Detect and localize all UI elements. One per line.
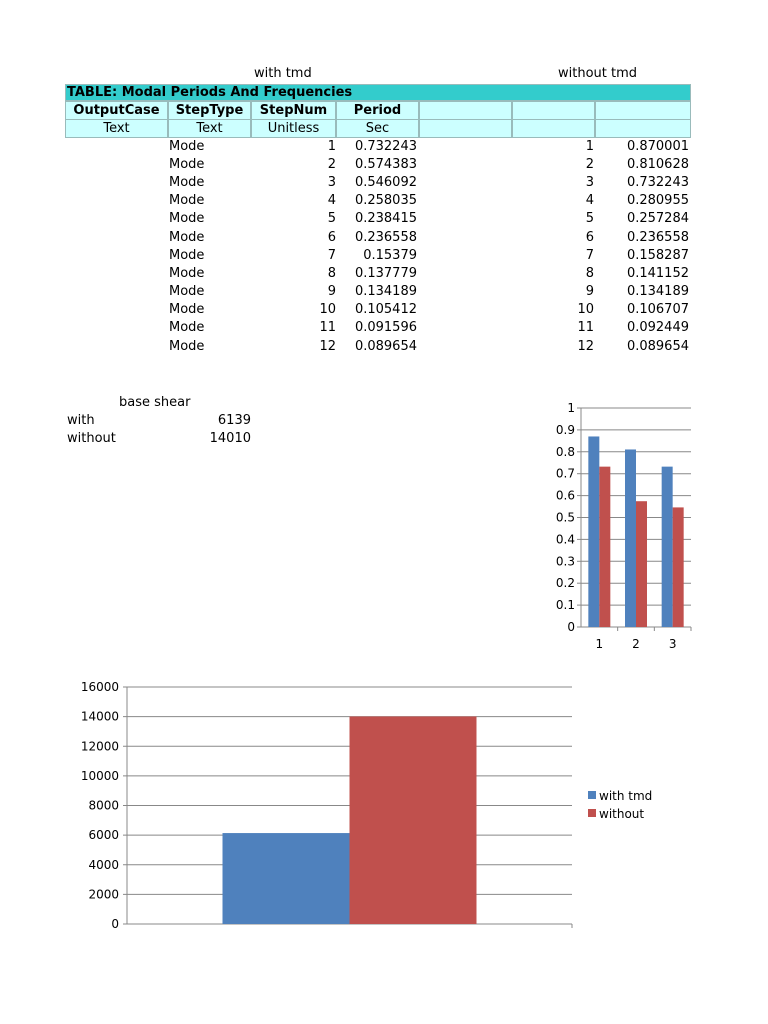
y-tick-label: 0.3 [555,554,575,569]
period-with: 0.15379 [363,248,417,263]
period-without: 0.141152 [626,266,689,281]
period-with: 0.105412 [354,302,417,317]
period-without: 0.089654 [626,339,689,354]
step-num-without: 2 [585,157,594,172]
y-tick-label: 0.8 [555,444,575,459]
base-shear-value: 6139 [217,413,251,428]
x-tick-label: 1 [595,637,604,651]
x-tick-label: 2 [632,637,640,651]
bar [662,467,673,627]
legend-swatch [588,809,596,817]
legend-label: without [599,807,645,821]
with-tmd-header: with tmd [254,66,312,81]
period-without: 0.257284 [626,211,689,226]
table-title-bar [65,84,691,101]
period-with: 0.258035 [354,193,417,208]
step-num-without: 5 [585,211,594,226]
base-shear-label: without [67,431,116,446]
period-with: 0.236558 [354,230,417,245]
x-tick-label: 3 [668,637,677,651]
period-without: 0.092449 [626,320,689,335]
step-num: 5 [327,211,336,226]
step-num: 11 [319,320,336,335]
y-tick-label: 0.4 [555,532,575,547]
table-row [0,174,768,192]
period-without: 0.158287 [626,248,689,263]
output-case: Mode [169,230,205,245]
unit-cell: Text [65,119,168,138]
y-tick-label: 12000 [80,739,119,754]
period-without: 0.810628 [626,157,689,172]
unit-cell: Sec [336,119,419,138]
table-row [0,283,768,301]
output-case: Mode [169,266,205,281]
y-tick-label: 0.7 [555,466,575,481]
column-header [595,101,691,120]
y-tick-label: 6000 [88,828,119,843]
y-tick-label: 0.5 [555,510,575,525]
output-case: Mode [169,320,205,335]
table-units-row [65,119,691,138]
unit-cell: Unitless [251,119,336,138]
y-tick-label: 16000 [80,680,119,694]
y-tick-label: 0.2 [555,576,575,591]
period-without: 0.236558 [626,230,689,245]
step-num-without: 8 [585,266,594,281]
output-case: Mode [169,248,205,263]
base-shear-title: base shear [119,395,191,410]
table-header-row [65,101,691,120]
base-shear-value: 14010 [209,431,251,446]
unit-cell: Text [168,119,251,138]
output-case: Mode [169,302,205,317]
unit-cell [419,119,512,138]
period-without: 0.134189 [626,284,689,299]
modal-period-chart [548,398,698,658]
step-num-without: 10 [577,302,594,317]
period-with: 0.089654 [354,339,417,354]
period-with: 0.137779 [354,266,417,281]
step-num-without: 4 [585,193,594,208]
bar [636,501,647,627]
unit-cell [595,119,691,138]
step-num: 8 [327,266,336,281]
y-tick-label: 0.1 [555,598,575,613]
step-num: 3 [327,175,336,190]
column-header: StepType [168,101,251,120]
column-header [512,101,595,120]
bar [673,507,684,627]
y-tick-label: 10000 [80,768,119,783]
column-header: Period [336,101,419,120]
output-case: Mode [169,175,205,190]
step-num: 2 [327,157,336,172]
step-num-without: 7 [585,248,594,263]
bar [625,449,636,627]
output-case: Mode [169,193,205,208]
period-without: 0.732243 [626,175,689,190]
y-tick-label: 8000 [88,798,119,813]
step-num: 6 [327,230,336,245]
period-with: 0.238415 [354,211,417,226]
bar [599,467,610,627]
output-case: Mode [169,139,205,154]
base-shear-label: with [67,413,95,428]
step-num-without: 3 [585,175,594,190]
y-tick-label: 14000 [80,709,119,724]
step-num-without: 12 [577,339,594,354]
bar [350,716,477,924]
column-header: StepNum [251,101,336,120]
output-case: Mode [169,157,205,172]
output-case: Mode [169,211,205,226]
y-tick-label: 4000 [88,857,119,872]
step-num: 12 [319,339,336,354]
table-row [0,210,768,228]
step-num: 7 [327,248,336,263]
without-tmd-header: without tmd [558,66,638,81]
period-with: 0.732243 [354,139,417,154]
step-num-without: 6 [585,230,594,245]
y-tick-label: 0.9 [555,422,575,437]
period-without: 0.106707 [626,302,689,317]
table-title: TABLE: Modal Periods And Frequencies [67,85,353,100]
step-num: 9 [327,284,336,299]
bar [223,833,350,924]
y-tick-label: 2000 [88,887,119,902]
output-case: Mode [169,339,205,354]
step-num-without: 1 [585,139,594,154]
period-without: 0.870001 [626,139,689,154]
table-row [0,247,768,265]
step-num: 10 [319,302,336,317]
period-without: 0.280955 [626,193,689,208]
table-row [0,192,768,210]
table-row [0,229,768,247]
column-header [419,101,512,120]
period-with: 0.091596 [354,320,417,335]
table-row [0,301,768,319]
unit-cell [512,119,595,138]
table-row [0,265,768,283]
y-tick-label: 1 [567,401,575,415]
step-num: 1 [327,139,336,154]
table-row [0,138,768,156]
output-case: Mode [169,284,205,299]
table-row [0,319,768,337]
y-tick-label: 0.6 [555,488,575,503]
legend-swatch [588,791,596,799]
column-header: OutputCase [65,101,168,120]
step-num: 4 [327,193,336,208]
period-with: 0.546092 [354,175,417,190]
table-row [0,156,768,174]
period-with: 0.134189 [354,284,417,299]
bar [588,436,599,627]
table-row [0,338,768,356]
y-tick-label: 0 [567,620,575,634]
step-num-without: 11 [577,320,594,335]
base-shear-chart [70,676,670,938]
y-tick-label: 0 [111,917,119,931]
step-num-without: 9 [585,284,594,299]
period-with: 0.574383 [354,157,417,172]
legend-label: with tmd [599,789,653,803]
